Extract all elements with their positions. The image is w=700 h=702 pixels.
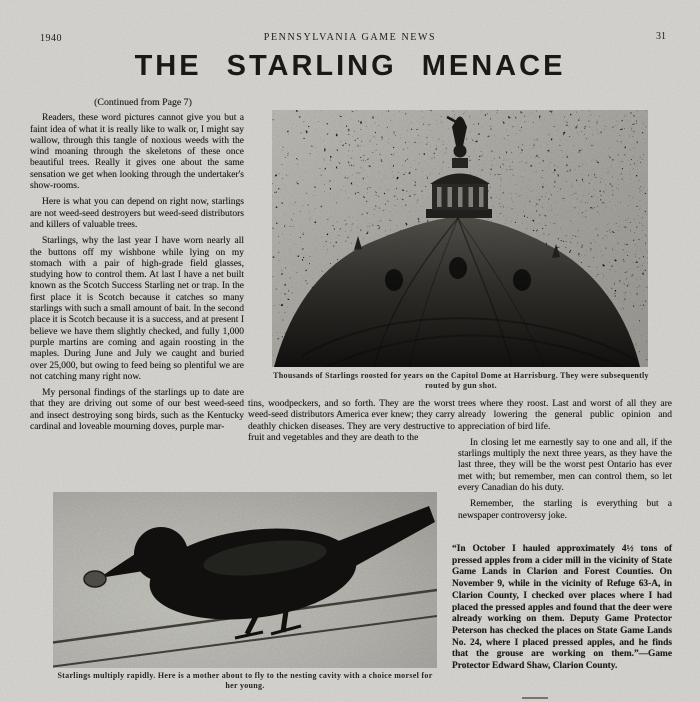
page-number: 31 xyxy=(656,31,666,42)
starling-illustration xyxy=(53,492,437,668)
starling-photo xyxy=(53,492,437,668)
capitol-dome-illustration xyxy=(272,110,648,367)
paragraph: tins, woodpeckers, and so forth. They are the worst weed-seed distributors America ever knew; they carry deathly chicken diseases. They are very destructive to fruit and vegetables and they are death to the xyxy=(248,399,455,443)
bird-photo-caption: Starlings multiply rapidly. Here is a mother about to fly to the nesting cavity with a choice morsel for her young. xyxy=(57,671,433,690)
header-year: 1940 xyxy=(40,33,62,44)
paragraph: In closing let me earnestly say to one and all, if the starlings multiply the next three years, as they have the last three, they will be the worst pest Ontario has ever met with; but remember, men can control them, so let every Canadian do his duty. xyxy=(458,437,672,494)
article-title: THE STARLING MENACE xyxy=(134,50,566,82)
field-report-quote: “In October I hauled approximately 4½ tons of pressed apples from a cider mill in the vicinity of State Game Lands in Clarion and Forest Counties. On November 9, while in the vicinity of Refuge 63-A, in Clarion County, I checked over places where I had placed the pressed apples and found that the deer were already working on them. Deputy Game Protector Peterson has checked the places on State Game Lands No. 24, where I placed pressed apples, and he finds that the grouse are working on them.”—Game Protector Edward Shaw, Clarion County. xyxy=(452,544,672,672)
text-column-right xyxy=(458,399,672,527)
article-end-rule xyxy=(522,697,548,699)
text-column-left xyxy=(30,97,244,438)
paragraph: Readers, these word pictures cannot give you but a faint idea of what it is really like to walk or, I might say wallow, through this tangle of noxious weeds with the wind moaning through the skeletons of these once beautiful trees. Really it gives one about the same sensation we get when looking through the undertaker's show-rooms. xyxy=(30,113,244,192)
paragraph: Remember, the starling is everything but a newspaper controversy joke. xyxy=(458,499,672,521)
paragraph: Here is what you can depend on right now, starlings are not weed-seed destroyers but weed-seed distributors and killers of valuable trees. xyxy=(30,197,244,230)
paragraph: trees where they roost. Last and worst of all they are already lowering the general public opinion and appreciation of bird life. xyxy=(458,399,672,432)
paragraph: My personal findings of the starlings up to date are that they are driving out some of our best weed-seed and insect destroying song birds, such as the Kentucky cardinal and loveable mourning doves, purple mar- xyxy=(30,388,244,433)
paragraph: Starlings, why the last year I have worn nearly all the buttons off my wishbone while lying on my stomach with a pair of high-grade field glasses, studying how to control them. At last I have a net built known as the Scotch Success Starling net or trap. In the first place it is Scotch because it catches so many starlings with such a small amount of bait. In the second place it is Scotch because it is a success, and at present I believe we have them slightly checked, and fully 1,000 purple martins are coming and again roosting in the maples. During June and July we caught and buried over 25,000, but owing to feed being so plentiful we are not catching many right now. xyxy=(30,236,244,382)
text-column-middle xyxy=(248,399,455,449)
capitol-dome-photo xyxy=(272,110,648,367)
dome-photo-caption: Thousands of Starlings roosted for years on the Capitol Dome at Harrisburg. They were subsequently routed by gun shot. xyxy=(273,371,649,390)
masthead: PENNSYLVANIA GAME NEWS xyxy=(263,32,437,43)
continued-note: (Continued from Page 7) xyxy=(94,97,192,108)
